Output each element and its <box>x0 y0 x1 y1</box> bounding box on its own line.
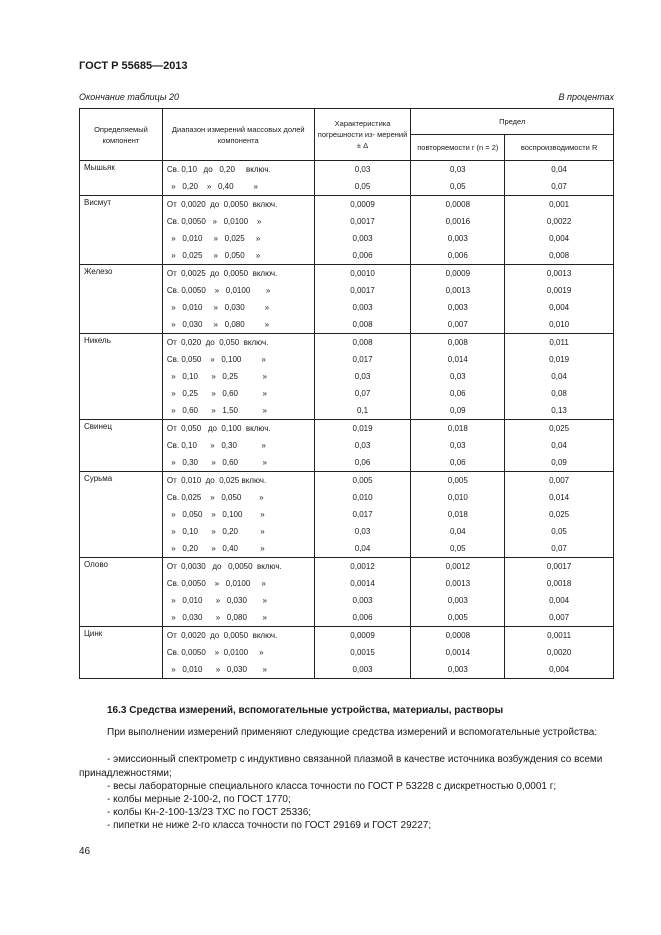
table-row <box>80 265 614 283</box>
reproducibility-cell: 0,07 <box>505 178 614 196</box>
header-component: Определяемый компонент <box>80 109 163 161</box>
repeatability-cell: 0,005 <box>411 609 505 627</box>
range-cell: » 0,010 » 0,030 » <box>162 661 314 679</box>
component-name: Висмут <box>80 196 163 265</box>
repeatability-cell: 0,018 <box>411 420 505 438</box>
reproducibility-cell: 0,09 <box>505 454 614 472</box>
delta-cell: 0,03 <box>314 368 411 385</box>
delta-cell: 0,03 <box>314 161 411 179</box>
reproducibility-cell: 0,007 <box>505 609 614 627</box>
repeatability-cell: 0,007 <box>411 316 505 334</box>
range-cell: Св. 0,050 » 0,100 » <box>162 351 314 368</box>
table-row <box>80 558 614 576</box>
reproducibility-cell: 0,007 <box>505 472 614 490</box>
table-row <box>80 334 614 352</box>
reproducibility-cell: 0,025 <box>505 420 614 438</box>
delta-cell: 0,07 <box>314 385 411 402</box>
repeatability-cell: 0,010 <box>411 489 505 506</box>
range-cell: Св. 0,10 до 0,20 включ. <box>162 161 314 179</box>
reproducibility-cell: 0,0013 <box>505 265 614 283</box>
repeatability-cell: 0,03 <box>411 437 505 454</box>
reproducibility-cell: 0,011 <box>505 334 614 352</box>
reproducibility-cell: 0,0020 <box>505 644 614 661</box>
delta-cell: 0,0017 <box>314 213 411 230</box>
range-cell: » 0,10 » 0,25 » <box>162 368 314 385</box>
repeatability-cell: 0,0008 <box>411 627 505 645</box>
table-row <box>80 196 614 214</box>
reproducibility-cell: 0,0011 <box>505 627 614 645</box>
repeatability-cell: 0,0013 <box>411 575 505 592</box>
reproducibility-cell: 0,014 <box>505 489 614 506</box>
delta-cell: 0,03 <box>314 437 411 454</box>
range-cell: От 0,050 до 0,100 включ. <box>162 420 314 438</box>
repeatability-cell: 0,09 <box>411 402 505 420</box>
repeatability-cell: 0,003 <box>411 299 505 316</box>
delta-cell: 0,003 <box>314 230 411 247</box>
repeatability-cell: 0,0008 <box>411 196 505 214</box>
range-cell: » 0,30 » 0,60 » <box>162 454 314 472</box>
table-caption: Окончание таблицы 20 <box>79 92 179 102</box>
component-name: Сурьма <box>80 472 163 558</box>
header-range: Диапазон измерений массовых долей компонента <box>162 109 314 161</box>
header-repeatability: повторяемости r (n = 2) <box>411 135 505 161</box>
delta-cell: 0,017 <box>314 351 411 368</box>
range-cell: От 0,0020 до 0,0050 включ. <box>162 627 314 645</box>
reproducibility-cell: 0,004 <box>505 592 614 609</box>
delta-cell: 0,003 <box>314 299 411 316</box>
delta-cell: 0,0009 <box>314 196 411 214</box>
reproducibility-cell: 0,004 <box>505 661 614 679</box>
reproducibility-cell: 0,0017 <box>505 558 614 576</box>
list-item: - эмиссионный спектрометр с индуктивно связанной плазмой в качестве источника возбуждения со всеми принадлежностями; <box>79 754 603 779</box>
reproducibility-cell: 0,0022 <box>505 213 614 230</box>
range-cell: » 0,60 » 1,50 » <box>162 402 314 420</box>
range-cell: От 0,020 до 0,050 включ. <box>162 334 314 352</box>
repeatability-cell: 0,003 <box>411 230 505 247</box>
component-name: Цинк <box>80 627 163 679</box>
delta-cell: 0,006 <box>314 609 411 627</box>
range-cell: » 0,010 » 0,030 » <box>162 299 314 316</box>
repeatability-cell: 0,0016 <box>411 213 505 230</box>
units-note: В процентах <box>558 92 614 102</box>
delta-cell: 0,05 <box>314 178 411 196</box>
delta-cell: 0,010 <box>314 489 411 506</box>
range-cell: » 0,030 » 0,080 » <box>162 609 314 627</box>
reproducibility-cell: 0,04 <box>505 368 614 385</box>
component-name: Мышьяк <box>80 161 163 196</box>
repeatability-cell: 0,05 <box>411 178 505 196</box>
range-cell: Св. 0,0050 » 0,0100 » <box>162 213 314 230</box>
repeatability-cell: 0,04 <box>411 523 505 540</box>
range-cell: Св. 0,10 » 0,30 » <box>162 437 314 454</box>
delta-cell: 0,06 <box>314 454 411 472</box>
delta-cell: 0,005 <box>314 472 411 490</box>
range-cell: » 0,25 » 0,60 » <box>162 385 314 402</box>
list-item: - колбы мерные 2-100-2, по ГОСТ 1770; <box>107 794 291 805</box>
table-row <box>80 161 614 179</box>
repeatability-cell: 0,0012 <box>411 558 505 576</box>
reproducibility-cell: 0,04 <box>505 437 614 454</box>
page-number: 46 <box>79 846 91 857</box>
repeatability-cell: 0,0013 <box>411 282 505 299</box>
section-heading: 16.3 Средства измерений, вспомогательные устройства, материалы, растворы <box>107 705 504 716</box>
repeatability-cell: 0,05 <box>411 540 505 558</box>
range-cell: Св. 0,0050 » 0,0100 » <box>162 644 314 661</box>
repeatability-cell: 0,06 <box>411 454 505 472</box>
range-cell: От 0,0020 до 0,0050 включ. <box>162 196 314 214</box>
header-characteristic: Характеристика погрешности из- мерений ± Δ <box>314 109 411 161</box>
document-code: ГОСТ Р 55685—2013 <box>79 60 188 72</box>
header-limit: Предел <box>411 109 614 135</box>
range-cell: » 0,010 » 0,025 » <box>162 230 314 247</box>
reproducibility-cell: 0,001 <box>505 196 614 214</box>
reproducibility-cell: 0,004 <box>505 230 614 247</box>
reproducibility-cell: 0,019 <box>505 351 614 368</box>
reproducibility-cell: 0,010 <box>505 316 614 334</box>
range-cell: Св. 0,0050 » 0,0100 » <box>162 282 314 299</box>
range-cell: » 0,20 » 0,40 » <box>162 178 314 196</box>
delta-cell: 0,0010 <box>314 265 411 283</box>
delta-cell: 0,0015 <box>314 644 411 661</box>
range-cell: От 0,0030 до 0,0050 включ. <box>162 558 314 576</box>
range-cell: » 0,050 » 0,100 » <box>162 506 314 523</box>
delta-cell: 0,04 <box>314 540 411 558</box>
delta-cell: 0,019 <box>314 420 411 438</box>
delta-cell: 0,0012 <box>314 558 411 576</box>
delta-cell: 0,008 <box>314 316 411 334</box>
header-reproducibility: воспроизводимости R <box>505 135 614 161</box>
repeatability-cell: 0,006 <box>411 247 505 265</box>
table-row <box>80 627 614 645</box>
list-item: - колбы Кн-2-100-13/23 ТХС по ГОСТ 25336; <box>107 807 312 818</box>
component-name: Никель <box>80 334 163 420</box>
component-name: Олово <box>80 558 163 627</box>
range-cell: » 0,010 » 0,030 » <box>162 592 314 609</box>
delta-cell: 0,1 <box>314 402 411 420</box>
repeatability-cell: 0,008 <box>411 334 505 352</box>
repeatability-cell: 0,003 <box>411 661 505 679</box>
reproducibility-cell: 0,0018 <box>505 575 614 592</box>
paragraph-intro: При выполнении измерений применяют следующие средства измерений и вспомогательные устройства: <box>107 727 598 738</box>
table-row <box>80 472 614 490</box>
range-cell: » 0,030 » 0,080 » <box>162 316 314 334</box>
delta-cell: 0,03 <box>314 523 411 540</box>
list-item: - весы лабораторные специального класса точности по ГОСТ Р 53228 с дискретностью 0,0001 г; <box>107 781 557 792</box>
range-cell: Св. 0,0050 » 0,0100 » <box>162 575 314 592</box>
repeatability-cell: 0,06 <box>411 385 505 402</box>
table-row <box>80 420 614 438</box>
reproducibility-cell: 0,004 <box>505 299 614 316</box>
range-cell: » 0,20 » 0,40 » <box>162 540 314 558</box>
reproducibility-cell: 0,025 <box>505 506 614 523</box>
reproducibility-cell: 0,07 <box>505 540 614 558</box>
repeatability-cell: 0,03 <box>411 161 505 179</box>
delta-cell: 0,008 <box>314 334 411 352</box>
repeatability-cell: 0,0009 <box>411 265 505 283</box>
delta-cell: 0,006 <box>314 247 411 265</box>
delta-cell: 0,0017 <box>314 282 411 299</box>
repeatability-cell: 0,018 <box>411 506 505 523</box>
data-table <box>79 108 614 679</box>
list-item: - пипетки не ниже 2-го класса точности по ГОСТ 29169 и ГОСТ 29227; <box>107 820 432 831</box>
delta-cell: 0,003 <box>314 661 411 679</box>
component-name: Свинец <box>80 420 163 472</box>
repeatability-cell: 0,0014 <box>411 644 505 661</box>
range-cell: От 0,010 до 0,025 включ. <box>162 472 314 490</box>
repeatability-cell: 0,005 <box>411 472 505 490</box>
reproducibility-cell: 0,04 <box>505 161 614 179</box>
repeatability-cell: 0,003 <box>411 592 505 609</box>
range-cell: » 0,025 » 0,050 » <box>162 247 314 265</box>
range-cell: Св. 0,025 » 0,050 » <box>162 489 314 506</box>
component-name: Железо <box>80 265 163 334</box>
reproducibility-cell: 0,0019 <box>505 282 614 299</box>
delta-cell: 0,0009 <box>314 627 411 645</box>
reproducibility-cell: 0,008 <box>505 247 614 265</box>
delta-cell: 0,017 <box>314 506 411 523</box>
repeatability-cell: 0,03 <box>411 368 505 385</box>
range-cell: » 0,10 » 0,20 » <box>162 523 314 540</box>
reproducibility-cell: 0,08 <box>505 385 614 402</box>
delta-cell: 0,0014 <box>314 575 411 592</box>
reproducibility-cell: 0,05 <box>505 523 614 540</box>
repeatability-cell: 0,014 <box>411 351 505 368</box>
delta-cell: 0,003 <box>314 592 411 609</box>
range-cell: От 0,0025 до 0,0050 включ. <box>162 265 314 283</box>
reproducibility-cell: 0,13 <box>505 402 614 420</box>
